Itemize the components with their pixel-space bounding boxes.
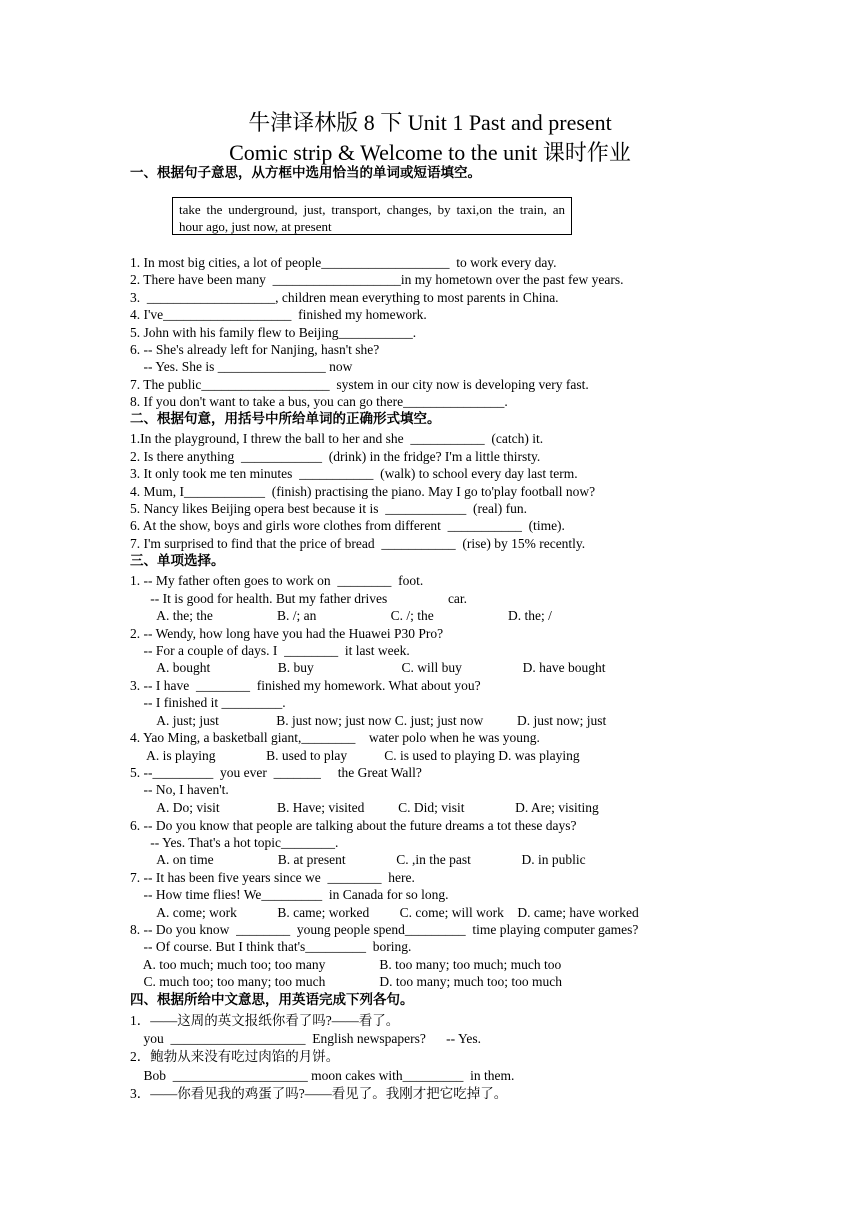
- section1-item: -- Yes. She is ________________ now: [130, 359, 353, 374]
- section3-line: -- For a couple of days. I ________ it last week.: [130, 643, 410, 658]
- section3-line: 2. -- Wendy, how long have you had the Huawei P30 Pro?: [130, 626, 444, 641]
- page-title-line2: Comic strip & Welcome to the unit 课时作业: [229, 140, 631, 165]
- section4-heading: 四、根据所给中文意思，用英语完成下列各句。: [130, 992, 414, 1008]
- section1-item: 2. There have been many ___________________in my hometown over the past few years.: [130, 272, 624, 287]
- section3-heading: 三、单项选择。: [130, 553, 225, 569]
- section4-line: 3．——你看见我的鸡蛋了吗?——看见了。我刚才把它吃掉了。: [130, 1086, 508, 1101]
- section4-line: 2．鲍勃从来没有吃过肉馅的月饼。: [130, 1049, 340, 1064]
- section3-line: A. come; work B. came; worked C. come; will work D. came; have worked: [130, 905, 639, 920]
- section1-item: 3. ___________________, children mean everything to most parents in China.: [130, 290, 559, 305]
- section3-line: A. too much; much too; too many B. too many; too much; much too: [130, 957, 562, 972]
- section3-line: A. is playing B. used to play C. is used to playing D. was playing: [130, 748, 580, 763]
- section3-line: A. Do; visit B. Have; visited C. Did; visit D. Are; visiting: [130, 800, 599, 815]
- page-title-line1: 牛津译林版 8 下 Unit 1 Past and present: [248, 110, 612, 135]
- section3-line: A. just; just B. just now; just now C. just; just now D. just now; just: [130, 713, 607, 728]
- section3-line: -- No, I haven't.: [130, 782, 229, 797]
- section1-item: 6. -- She's already left for Nanjing, hasn't she?: [130, 342, 380, 357]
- section2-item: 4. Mum, I____________ (finish) practising the piano. May I go to'play football now?: [130, 484, 596, 499]
- section2-item: 1.In the playground, I threw the ball to her and she ___________ (catch) it.: [130, 431, 544, 446]
- section3-line: 4. Yao Ming, a basketball giant,________ water polo when he was young.: [130, 730, 540, 745]
- section2-heading: 二、根据句意，用括号中所给单词的正确形式填空。: [130, 411, 441, 427]
- section2-item: 5. Nancy likes Beijing opera best because it is ____________ (real) fun.: [130, 501, 528, 516]
- section2-item: 3. It only took me ten minutes ___________ (walk) to school every day last term.: [130, 466, 578, 481]
- section3-line: 5. --_________ you ever _______ the Great Wall?: [130, 765, 422, 780]
- section1-heading: 一、根据句子意思，从方框中选用恰当的单词或短语填空。: [130, 165, 481, 181]
- section3-line: 3. -- I have ________ finished my homework. What about you?: [130, 678, 481, 693]
- section2-item: 7. I'm surprised to find that the price of bread ___________ (rise) by 15% recently.: [130, 536, 586, 551]
- section3-line: C. much too; too many; too much D. too many; much too; too much: [130, 974, 562, 989]
- section4-line: Bob ____________________ moon cakes with_________ in them.: [130, 1068, 515, 1083]
- word-box: take the underground, just, transport, changes, by taxi,on the train, an hour ago, just now, at present: [172, 197, 572, 235]
- section2-item: 6. At the show, boys and girls wore clothes from different ___________ (time).: [130, 518, 565, 533]
- section1-item: 8. If you don't want to take a bus, you can go there_______________.: [130, 394, 508, 409]
- section3-line: -- Yes. That's a hot topic________.: [130, 835, 339, 850]
- section3-line: -- Of course. But I think that's_________ boring.: [130, 939, 412, 954]
- section3-line: A. on time B. at present C. ,in the past D. in public: [130, 852, 586, 867]
- section1-item: 1. In most big cities, a lot of people___________________ to work every day.: [130, 255, 557, 270]
- section3-line: -- How time flies! We_________ in Canada for so long.: [130, 887, 449, 902]
- section3-line: -- It is good for health. But my father drives car.: [130, 591, 468, 606]
- section3-line: A. the; the B. /; an C. /; the D. the; /: [130, 608, 552, 623]
- section2-item: 2. Is there anything ____________ (drink) in the fridge? I'm a little thirsty.: [130, 449, 541, 464]
- section1-item: 4. I've___________________ finished my homework.: [130, 307, 427, 322]
- section3-line: 8. -- Do you know ________ young people spend_________ time playing computer games?: [130, 922, 639, 937]
- section4-line: you ____________________ English newspapers? -- Yes.: [130, 1031, 481, 1046]
- section1-item: 5. John with his family flew to Beijing___________.: [130, 325, 417, 340]
- section3-line: 1. -- My father often goes to work on ________ foot.: [130, 573, 424, 588]
- section3-line: 7. -- It has been five years since we ________ here.: [130, 870, 415, 885]
- section3-line: A. bought B. buy C. will buy D. have bought: [130, 660, 606, 675]
- section1-item: 7. The public___________________ system in our city now is developing very fast.: [130, 377, 589, 392]
- section3-line: 6. -- Do you know that people are talking about the future dreams a tot these days?: [130, 818, 577, 833]
- section4-line: 1．——这周的英文报纸你看了吗?——看了。: [130, 1013, 400, 1028]
- section3-line: -- I finished it _________.: [130, 695, 286, 710]
